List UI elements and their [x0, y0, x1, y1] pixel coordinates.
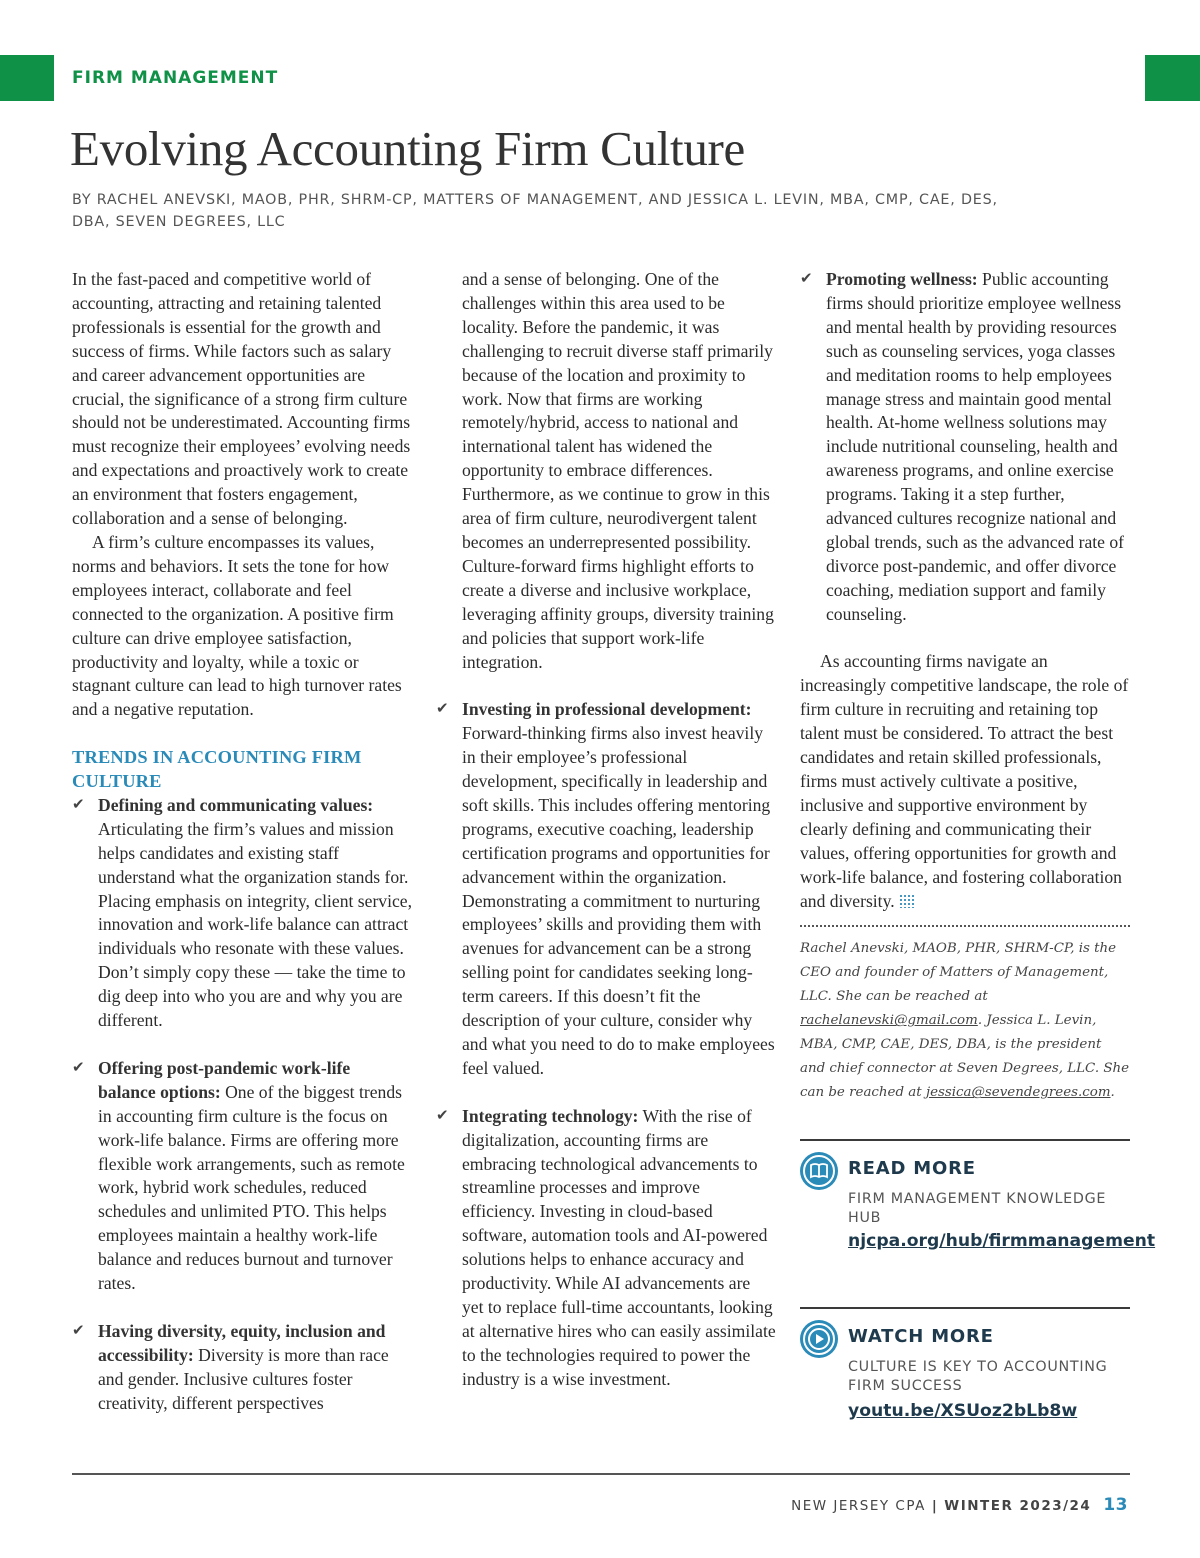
checkmark-icon: ✔ [800, 271, 813, 287]
bullet-text: and a sense of belonging. One of the challenges within this area used to be locality. Before the pandemic, it was challenging to recruit diverse staff primarily because of the location and proximity to work. Now that firms are working remotely/hybrid, access to national and international talent has widened the opportunity to embrace differences. Furthermore, as we continue to grow in this area of firm culture, neurodivergent talent becomes an underrepresented possibility. Culture-forward firms highlight efforts to create a diverse and inclusive workplace, leveraging affinity groups, diversity training and policies that support work-life integration. [462, 269, 774, 672]
checkmark-icon: ✔ [72, 1059, 85, 1076]
bullet-text: One of the biggest trends in accounting firm culture is the focus on work-life balance. Firms are offering more flexible work arrangements, such as remote work, hybrid work schedules, reduced schedules and unlimited PTO. This helps employees maintain a healthy work-life balance and reduces burnout and turnover rates. [98, 1081, 405, 1294]
promo-rule [800, 1139, 1130, 1141]
bullet-work-life-balance [72, 1057, 412, 1296]
page-footer [791, 1495, 1128, 1515]
bullet-lead: Promoting wellness: [826, 269, 978, 289]
read-more-heading: READ MORE [848, 1158, 976, 1179]
read-more-link[interactable]: njcpa.org/hub/firmmanagement [848, 1231, 1156, 1251]
trends-heading: TRENDS IN ACCOUNTING FIRM CULTURE [72, 747, 362, 792]
section-color-tab-right [1145, 55, 1200, 101]
bullet-technology [436, 1105, 776, 1392]
bullet-text: Diversity is more than race and gender. Inclusive cultures foster creativity, different perspectives [98, 1344, 389, 1413]
promo-rule [800, 1307, 1130, 1309]
bullet-wellness [800, 268, 1130, 627]
column-2 [436, 268, 776, 1392]
publication-name: NEW JERSEY CPA [791, 1498, 926, 1514]
watch-more-box [800, 1307, 1130, 1427]
bullet-lead: Defining and communicating values: [98, 794, 374, 815]
book-icon [800, 1152, 838, 1190]
checkmark-icon: ✔ [72, 1322, 85, 1339]
author-bio: Rachel Anevski, MAOB, PHR, SHRM-CP, is the CEO and founder of Matters of Management, LLC. She can be reached at rachelanevski@gmail.com. Jessica L. Levin, MBA, CMP, CAE, DES, DBA, is the president and chief connector at Seven Degrees, LLC. She can be reached at jessica@sevendegrees.com. [800, 941, 1130, 1101]
watch-more-heading: WATCH MORE [848, 1326, 994, 1347]
checkmark-icon: ✔ [436, 1107, 449, 1124]
checkmark-icon: ✔ [436, 701, 449, 718]
bullet-defining-values [72, 794, 412, 1033]
intro-paragraph-2: A firm’s culture encompasses its values, norms and behaviors. It sets the tone for how employees interact, collaborate and feel connected to the organization. A positive firm culture can drive employee satisfaction, productivity and loyalty, while a toxic or stagnant culture can lead to high turnover rates and a negative reputation. [72, 531, 402, 720]
watch-more-subtitle: CULTURE IS KEY TO ACCOUNTING FIRM SUCCESS [848, 1359, 1108, 1394]
bullet-lead: Having diversity, equity, inclusion and accessibility: [98, 1320, 386, 1365]
read-more-box [800, 1139, 1156, 1289]
bullet-diversity [72, 1320, 412, 1416]
column-1 [72, 268, 412, 1415]
byline: BY RACHEL ANEVSKI, MAOB, PHR, SHRM-CP, MATTERS OF MANAGEMENT, AND JESSICA L. LEVIN, MBA, CMP, CAE, DES, DBA, SEVEN DEGREES, LLC [72, 192, 998, 230]
column-3 [800, 268, 1130, 1105]
section-color-tab-left [0, 55, 54, 101]
bullet-text: With the rise of digitalization, accounting firms are embracing technological advancements to streamline processes and improve efficiency. Investing in cloud-based software, automation tools and AI-powered solutions helps to enhance accuracy and productivity. While AI advancements are yet to replace full-time accountants, looking at alternative hires who can easily assimilate to the technologies required to power the industry is a wise investment. [462, 1105, 776, 1389]
page-number: 13 [1103, 1495, 1128, 1515]
footer-separator: | [931, 1498, 939, 1514]
checkmark-icon: ✔ [72, 796, 85, 813]
play-icon [800, 1320, 838, 1358]
bio-divider [800, 925, 1130, 927]
bullet-lead: Investing in professional development: [462, 699, 752, 720]
bullet-lead: Offering post-pandemic work-life balance options: [98, 1057, 351, 1102]
read-more-subtitle: FIRM MANAGEMENT KNOWLEDGE HUB [848, 1191, 1107, 1226]
end-mark-icon [899, 894, 915, 908]
watch-more-link[interactable]: youtu.be/XSUoz2bLb8w [848, 1401, 1078, 1421]
bullet-professional-development [436, 698, 776, 1081]
article-title: Evolving Accounting Firm Culture [70, 121, 745, 176]
bullet-text: Articulating the firm’s values and mission helps candidates and existing staff understand what the organization stands for. Placing emphasis on integrity, client service, innovation and work-life balance can attract individuals who resonate with these values. Don’t simply copy these — take the time to dig deep into who you are and why you are different. [98, 818, 412, 1031]
email-link-jessica[interactable]: jessica@sevendegrees.com [925, 1085, 1111, 1101]
bullet-text: Public accounting firms should prioritize employee wellness and mental health by providing resources such as counseling services, yoga classes and meditation rooms to help employees manage stress and maintain good mental health. At-home wellness solutions may include nutritional counseling, health and awareness programs, and online exercise programs. Taking it a step further, advanced cultures recognize national and global trends, such as the advanced rate of divorce post-pandemic, and offer divorce coaching, mediation support and family counseling. [826, 269, 1125, 624]
intro-paragraph-1: In the fast-paced and competitive world of accounting, attracting and retaining talented professionals is essential for the growth and success of firms. While factors such as salary and career advancement opportunities are crucial, the significance of a strong firm culture should not be underestimated. Accounting firms must recognize their employees’ evolving needs and expectations and proactively work to create an environment that fosters engagement, collaboration and a sense of belonging. [72, 269, 411, 529]
bullet-text: Forward-thinking firms also invest heavily in their employee’s professional development, specifically in leadership and soft skills. This includes offering mentoring programs, executive coaching, leadership certification programs and opportunities for advancement within the organization. Demonstrating a commitment to nurturing employees’ skills and providing them with avenues for advancement can be a strong selling point for candidates seeking long-term careers. If this doesn’t fit the description of your culture, consider why and what you need to do to make employees feel valued. [462, 723, 775, 1078]
conclusion-paragraph: As accounting firms navigate an increasingly competitive landscape, the role of firm culture in recruiting and retaining top talent must be considered. To attract the best candidates and retain skilled professionals, firms must actively cultivate a positive, inclusive and supportive environment by clearly defining and communicating their values, offering opportunities for growth and work-life balance, and fostering collaboration and diversity. [800, 651, 1129, 911]
bullet-diversity-continued [436, 268, 776, 674]
section-label: FIRM MANAGEMENT [72, 68, 279, 88]
bullet-lead: Integrating technology: [462, 1105, 639, 1126]
email-link-rachel[interactable]: rachelanevski@gmail.com [800, 1013, 978, 1029]
footer-rule [72, 1473, 1130, 1475]
issue-season: WINTER 2023/24 [944, 1498, 1092, 1514]
